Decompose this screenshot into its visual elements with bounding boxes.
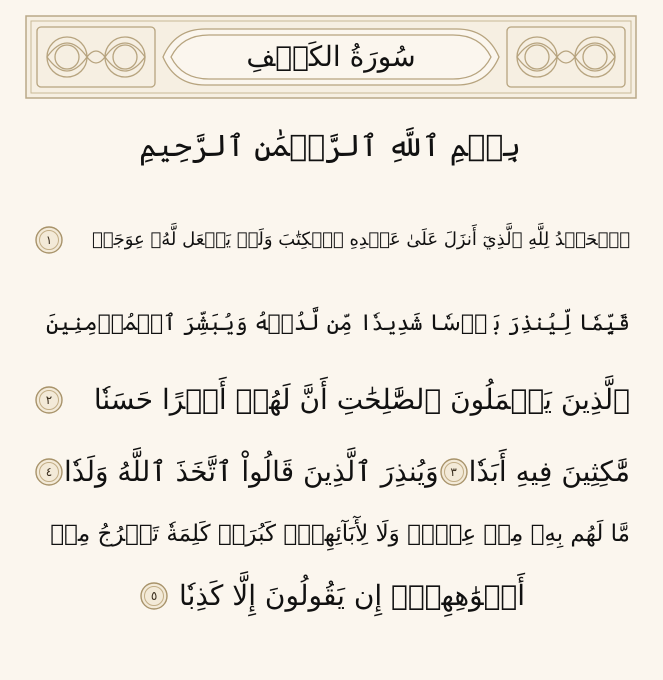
surah-header-frame [25, 15, 637, 99]
ayah-end-marker-icon [34, 385, 64, 415]
verse-line [34, 372, 630, 428]
ayah-end-marker-icon [34, 457, 64, 487]
ayah-number: ١ [45, 233, 53, 247]
ayah-number: ٤ [45, 465, 53, 479]
verse-text: ٱلَّذِينَ يَعۡمَلُونَ ٱلصَّٰلِحَٰتِ أَنَّ لَهُمۡ أَجۡرًا حَسَنٗا [93, 383, 630, 416]
verse-line [34, 444, 630, 500]
ayah-number: ٥ [150, 589, 158, 603]
basmala: بِسۡمِ ٱللَّهِ ٱلرَّحۡمَٰنِ ٱلرَّحِيمِ [139, 128, 521, 164]
verse-text: قَيِّمٗا لِّيُنذِرَ بَأۡسٗا شَدِيدٗا مِّن لَّدُنۡهُ وَيُبَشِّرَ ٱلۡمُؤۡمِنِينَ [46, 311, 630, 336]
ayah-number: ٣ [450, 465, 457, 479]
ayah-end-marker-icon [439, 457, 469, 487]
verse-text: مَّا لَهُم بِهِۦ مِنۡ عِلۡمٖ وَلَا لِأٓبَآئِهِمۡۚ كَبُرَتۡ كَلِمَةٗ تَخۡرُجُ مِنۡ [50, 520, 630, 547]
surah-title: سُورَةُ الكَهۡفِ [246, 40, 416, 73]
verse-text: وَيُنذِرَ ٱلَّذِينَ قَالُواْ ٱتَّخَذَ ٱللَّهُ وَلَدٗا [63, 455, 439, 488]
verse-line [34, 212, 630, 268]
verse-text: مَّٰكِثِينَ فِيهِ أَبَدٗا [468, 455, 630, 488]
ayah-end-marker-icon [34, 225, 64, 255]
ayah-number: ٢ [45, 393, 53, 407]
verse-line [34, 296, 630, 352]
verse-line [34, 506, 630, 562]
verse-text: ٱلۡحَمۡدُ لِلَّهِ ٱلَّذِيٓ أَنزَلَ عَلَىٰ عَبۡدِهِ ٱلۡكِتَٰبَ وَلَمۡ يَجۡعَل لَّهُۥ عِوَجَاۜ [91, 229, 630, 250]
ayah-end-marker-icon [139, 581, 169, 611]
verse-text: أَفۡوَٰهِهِمۡۚ إِن يَقُولُونَ إِلَّا كَذِبٗا [179, 579, 525, 612]
verse-line [34, 568, 630, 624]
